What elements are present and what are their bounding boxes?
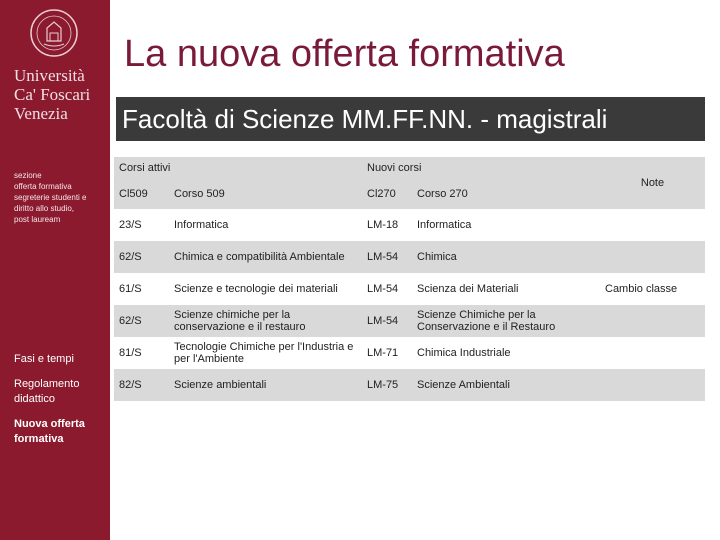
section-info-line: segreterie studenti e xyxy=(14,193,87,202)
old-code: 81/S xyxy=(114,337,169,369)
university-name-line: Università xyxy=(14,66,85,85)
group-header-new: Nuovi corsi xyxy=(362,157,600,179)
new-code: LM-54 xyxy=(362,241,412,273)
table-row xyxy=(114,273,705,305)
old-code: 23/S xyxy=(114,209,169,241)
university-name xyxy=(14,66,90,123)
old-code: 62/S xyxy=(114,305,169,337)
new-name: Chimica Industriale xyxy=(412,337,600,369)
section-info xyxy=(14,170,87,225)
old-name: Scienze ambientali xyxy=(169,369,362,401)
table-group-header-row xyxy=(114,157,705,179)
new-name: Informatica xyxy=(412,209,600,241)
sidebar-nav xyxy=(14,352,110,457)
old-name: Tecnologie Chimiche per l'Industria e per l'Ambiente xyxy=(169,337,362,369)
old-name: Scienze e tecnologie dei materiali xyxy=(169,273,362,305)
old-code: 82/S xyxy=(114,369,169,401)
subheader-new-name: Corso 270 xyxy=(412,179,600,209)
note xyxy=(600,241,705,273)
new-name: Scienze Chimiche per la Conservazione e il Restauro xyxy=(412,305,600,337)
nav-item-regolamento-didattico[interactable]: Regolamento didattico xyxy=(14,378,80,405)
note xyxy=(600,369,705,401)
note xyxy=(600,209,705,241)
new-name: Chimica xyxy=(412,241,600,273)
table-row xyxy=(114,369,705,401)
nav-item-nuova-offerta-formativa[interactable]: Nuova offerta formativa xyxy=(14,418,85,445)
old-code: 62/S xyxy=(114,241,169,273)
university-name-line: Venezia xyxy=(14,104,68,123)
section-info-line: diritto allo studio, xyxy=(14,204,75,213)
new-name: Scienze Ambientali xyxy=(412,369,600,401)
table-row xyxy=(114,209,705,241)
group-header-old: Corsi attivi xyxy=(114,157,362,179)
section-info-line: post lauream xyxy=(14,215,61,224)
subheader-new-code: Cl270 xyxy=(362,179,412,209)
sidebar xyxy=(0,0,110,540)
note-header: Note xyxy=(600,157,705,209)
page-title: La nuova offerta formativa xyxy=(124,33,565,75)
courses-table xyxy=(114,157,705,401)
new-name: Scienza dei Materiali xyxy=(412,273,600,305)
old-code: 61/S xyxy=(114,273,169,305)
new-code: LM-71 xyxy=(362,337,412,369)
note xyxy=(600,337,705,369)
new-code: LM-54 xyxy=(362,273,412,305)
old-name: Informatica xyxy=(169,209,362,241)
new-code: LM-54 xyxy=(362,305,412,337)
university-name-line: Ca' Foscari xyxy=(14,85,91,104)
old-name: Chimica e compatibilità Ambientale xyxy=(169,241,362,273)
table-row xyxy=(114,337,705,369)
nav-item-fasi-e-tempi[interactable]: Fasi e tempi xyxy=(14,353,74,365)
note xyxy=(600,305,705,337)
new-code: LM-75 xyxy=(362,369,412,401)
subheader-old-code: Cl509 xyxy=(114,179,169,209)
section-info-line: sezione xyxy=(14,171,42,180)
subheader-old-name: Corso 509 xyxy=(169,179,362,209)
section-info-line: offerta formativa xyxy=(14,182,72,191)
old-name: Scienze chimiche per la conservazione e il restauro xyxy=(169,305,362,337)
new-code: LM-18 xyxy=(362,209,412,241)
note: Cambio classe xyxy=(600,273,705,305)
table-row xyxy=(114,305,705,337)
page-subtitle: Facoltà di Scienze MM.FF.NN. - magistrali xyxy=(116,97,705,141)
university-seal-logo xyxy=(14,8,94,58)
table-row xyxy=(114,241,705,273)
